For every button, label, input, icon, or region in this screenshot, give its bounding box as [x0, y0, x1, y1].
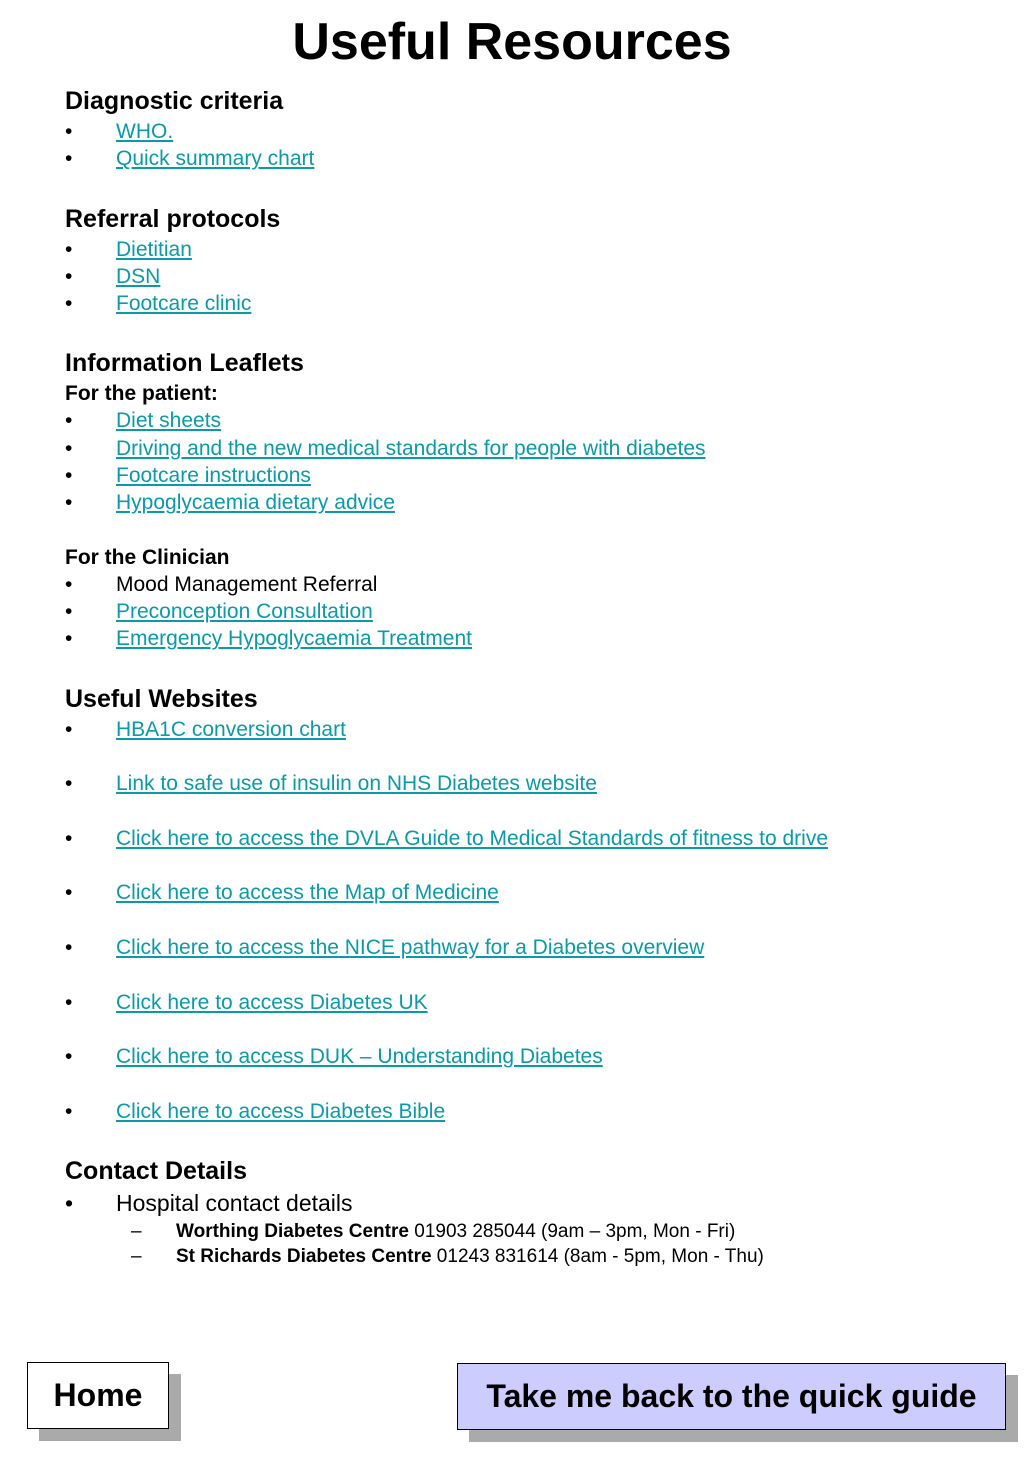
- list-item: [65, 407, 1005, 434]
- dash: –: [131, 1246, 142, 1268]
- bullet: •: [65, 436, 73, 460]
- centre-detail: 01243 831614 (8am - 5pm, Mon - Thu): [431, 1246, 764, 1268]
- link-quick-summary-chart[interactable]: Quick summary chart: [116, 147, 315, 171]
- page-title: Useful Resources: [292, 13, 732, 71]
- link-who[interactable]: WHO.: [116, 120, 174, 143]
- list-item: [65, 598, 1005, 625]
- link-duk-understanding[interactable]: Click here to access DUK – Understanding Diabetes: [116, 1045, 603, 1069]
- bullet: •: [65, 491, 73, 515]
- list-item: [65, 462, 1005, 489]
- section-heading-diagnostic: Diagnostic criteria: [65, 87, 284, 115]
- dash: –: [131, 1221, 142, 1243]
- link-preconception[interactable]: Preconception Consultation: [116, 599, 373, 623]
- list-item: [65, 1043, 1005, 1098]
- subheading-clinician: For the Clinician: [65, 545, 230, 569]
- bullet: •: [65, 264, 73, 288]
- bullet: •: [65, 147, 73, 171]
- bullet: •: [65, 935, 73, 959]
- link-hypoglycaemia-advice[interactable]: Hypoglycaemia dietary advice: [116, 491, 395, 515]
- section-heading-leaflets: Information Leaflets: [65, 349, 304, 378]
- list-item: [65, 716, 1005, 771]
- list-item: [65, 571, 1005, 598]
- bullet: •: [65, 120, 73, 143]
- bullet: •: [65, 990, 73, 1014]
- bullet: •: [65, 1099, 73, 1123]
- bullet: •: [65, 292, 73, 316]
- link-driving-standards[interactable]: Driving and the new medical standards for people with diabetes: [116, 436, 706, 460]
- list-item: [65, 770, 1005, 825]
- link-footcare-clinic[interactable]: Footcare clinic: [116, 292, 252, 316]
- bullet: •: [65, 881, 73, 905]
- list-item: [65, 625, 1005, 652]
- centre-detail: 01903 285044 (9am – 3pm, Mon - Fri): [408, 1221, 736, 1243]
- list-item: [65, 489, 1005, 516]
- list-item: [65, 1098, 1005, 1125]
- list-item: [65, 934, 1005, 989]
- list-item: [65, 825, 1005, 880]
- list-item: [65, 879, 1005, 934]
- list-item: [65, 290, 1005, 317]
- section-heading-websites: Useful Websites: [65, 684, 258, 713]
- mood-management-referral: Mood Management Referral: [116, 572, 378, 596]
- section-heading-contact: Contact Details: [65, 1157, 247, 1186]
- list-item: [65, 435, 1005, 462]
- bullet: •: [65, 627, 73, 651]
- link-dvla-guide[interactable]: Click here to access the DVLA Guide to Medical Standards of fitness to drive: [116, 826, 829, 850]
- list-item: [65, 263, 1005, 290]
- link-diabetes-uk[interactable]: Click here to access Diabetes UK: [116, 990, 428, 1014]
- back-to-quick-guide-button[interactable]: Take me back to the quick guide: [457, 1363, 1006, 1430]
- list-item: [65, 1188, 1005, 1219]
- bullet: •: [65, 464, 73, 488]
- link-diet-sheets[interactable]: Diet sheets: [116, 409, 222, 433]
- list-item: [65, 145, 1005, 172]
- bullet: •: [65, 1045, 73, 1069]
- hospital-contact-details: Hospital contact details: [116, 1190, 353, 1217]
- bullet: •: [65, 1190, 74, 1217]
- home-button[interactable]: Home: [27, 1362, 169, 1429]
- subheading-patient: For the patient:: [65, 382, 218, 406]
- centre-name: St Richards Diabetes Centre: [176, 1246, 432, 1268]
- link-footcare-instructions[interactable]: Footcare instructions: [116, 464, 311, 488]
- bullet: •: [65, 572, 73, 596]
- section-heading-referral: Referral protocols: [65, 204, 281, 233]
- bullet: •: [65, 717, 73, 741]
- link-map-of-medicine[interactable]: Click here to access the Map of Medicine: [116, 881, 499, 905]
- link-hba1c-chart[interactable]: HBA1C conversion chart: [116, 717, 346, 741]
- bullet: •: [65, 409, 73, 433]
- centre-name: Worthing Diabetes Centre: [176, 1221, 409, 1243]
- bullet: •: [65, 599, 73, 623]
- bullet: •: [65, 772, 73, 796]
- bullet: •: [65, 826, 73, 850]
- link-nice-pathway[interactable]: Click here to access the NICE pathway for a Diabetes overview: [116, 935, 705, 959]
- resources-content: [65, 84, 1005, 1269]
- link-dsn[interactable]: DSN: [116, 264, 161, 288]
- link-diabetes-bible[interactable]: Click here to access Diabetes Bible: [116, 1099, 446, 1123]
- link-emergency-hypoglycaemia[interactable]: Emergency Hypoglycaemia Treatment: [116, 627, 472, 651]
- list-item: [65, 236, 1005, 263]
- list-item: [65, 118, 1005, 145]
- list-item: [65, 989, 1005, 1044]
- contact-row: [65, 1244, 1005, 1269]
- contact-row: [65, 1219, 1005, 1244]
- link-dietitian[interactable]: Dietitian: [116, 237, 192, 261]
- link-nhs-insulin[interactable]: Link to safe use of insulin on NHS Diabetes website: [116, 772, 597, 796]
- bullet: •: [65, 237, 73, 261]
